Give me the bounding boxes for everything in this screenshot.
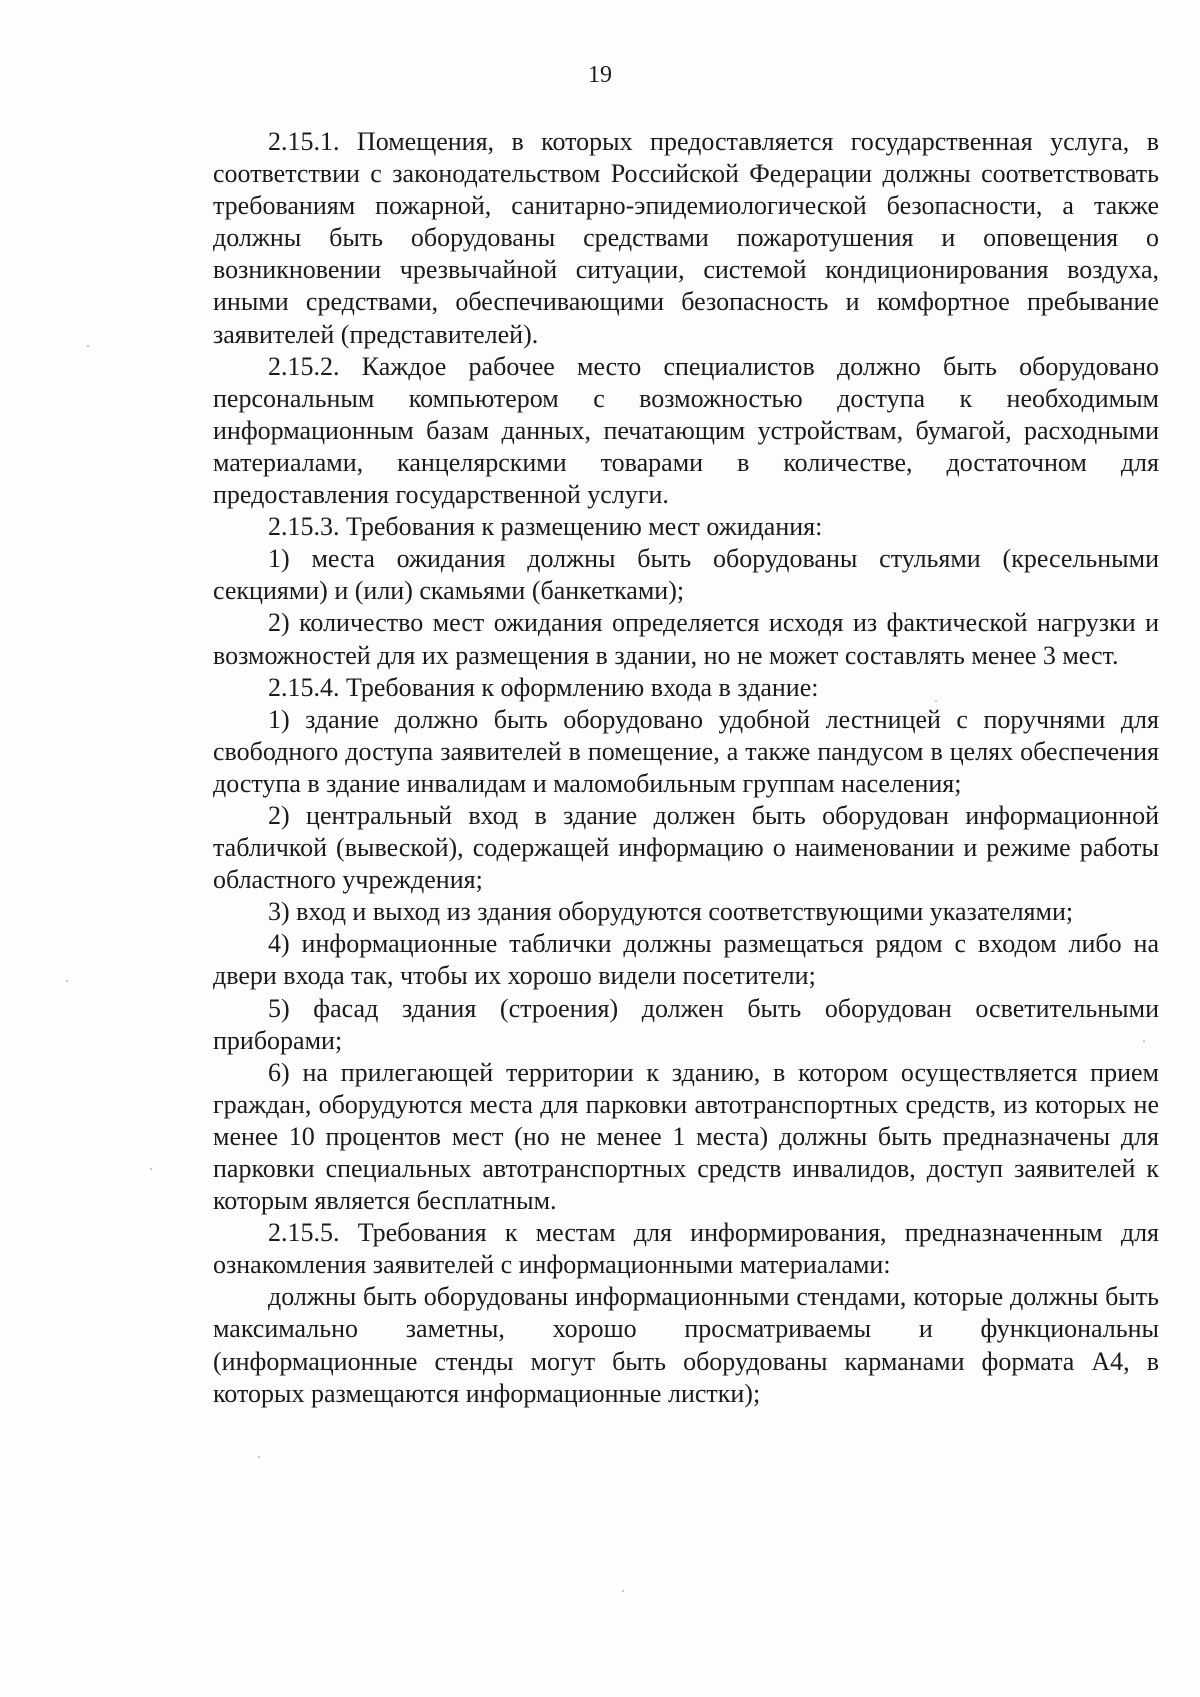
scan-speck [66, 980, 68, 982]
document-body [213, 126, 1159, 1410]
list-item-2-15-3-1: 1) места ожидания должны быть оборудованы стульями (кресельными секциями) и (или) скамьями (банкетками); [213, 544, 1159, 606]
scan-speck [622, 1590, 624, 1592]
scan-speck [1143, 1040, 1145, 1042]
scan-speck [258, 1456, 260, 1458]
list-item-2-15-3-2: 2) количество мест ожидания определяется исходя из фактической нагрузки и возможностей для их размещения в здании, но не может составлять менее 3 мест. [213, 608, 1159, 670]
scan-speck [150, 1168, 152, 1170]
paragraph-2-15-1: 2.15.1. Помещения, в которых предоставляется государственная услуга, в соответствии с законодательством Российской Федерации должны соответствовать требованиям пожарной, санитарно-эпидемиологической безопасности, а также должны быть оборудованы средствами пожаротушения и оповещения о возникновении чрезвычайной ситуации, системой кондиционирования воздуха, иными средствами, обеспечивающими безопасность и комфортное пребывание заявителей (представителей). [213, 127, 1159, 349]
list-item-2-15-4-3: 3) вход и выход из здания оборудуются соответствующими указателями; [268, 897, 1074, 927]
paragraph-2-15-5: 2.15.5. Требования к местам для информирования, предназначенным для ознакомления заявителей с информационными материалами: [213, 1218, 1159, 1280]
list-item-2-15-4-6: 6) на прилегающей территории к зданию, в котором осуществляется прием граждан, оборудуются места для парковки автотранспортных средств, из которых не менее 10 процентов мест (но не менее 1 места) должны быть предназначены для парковки специальных автотранспортных средств инвалидов, доступ заявителей к которым является бесплатным. [213, 1057, 1159, 1216]
list-item-2-15-4-1: 1) здание должно быть оборудовано удобной лестницей с поручнями для свободного доступа заявителей в помещение, а также пандусом в целях обеспечения доступа в здание инвалидам и маломобильным группам населения; [213, 704, 1159, 798]
page-number: 19 [588, 62, 612, 88]
scan-speck [87, 345, 89, 347]
list-item-2-15-4-5: 5) фасад здания (строения) должен быть оборудован осветительными приборами; [213, 993, 1159, 1055]
paragraph-2-15-5-stands: должны быть оборудованы информационными стендами, которые должны быть максимально заметны, хорошо просматриваемы и функциональны (информационные стенды могут быть оборудованы карманами формата А4, в которых размещаются информационные листки); [213, 1282, 1159, 1408]
scan-speck [935, 700, 937, 702]
list-item-2-15-4-4: 4) информационные таблички должны размещаться рядом с входом либо на двери входа так, чтобы их хорошо видели посетители; [213, 929, 1159, 991]
paragraph-2-15-4: 2.15.4. Требования к оформлению входа в здание: [268, 672, 819, 702]
paragraph-2-15-3: 2.15.3. Требования к размещению мест ожидания: [268, 512, 823, 542]
paragraph-2-15-2: 2.15.2. Каждое рабочее место специалистов должно быть оборудовано персональным компьютером с возможностью доступа к необходимым информационным базам данных, печатающим устройствам, бумагой, расходными материалами, канцелярскими товарами в количестве, достаточном для предоставления государственной услуги. [213, 351, 1159, 510]
list-item-2-15-4-2: 2) центральный вход в здание должен быть оборудован информационной табличкой (вывеской), содержащей информацию о наименовании и режиме работы областного учреждения; [213, 800, 1159, 895]
